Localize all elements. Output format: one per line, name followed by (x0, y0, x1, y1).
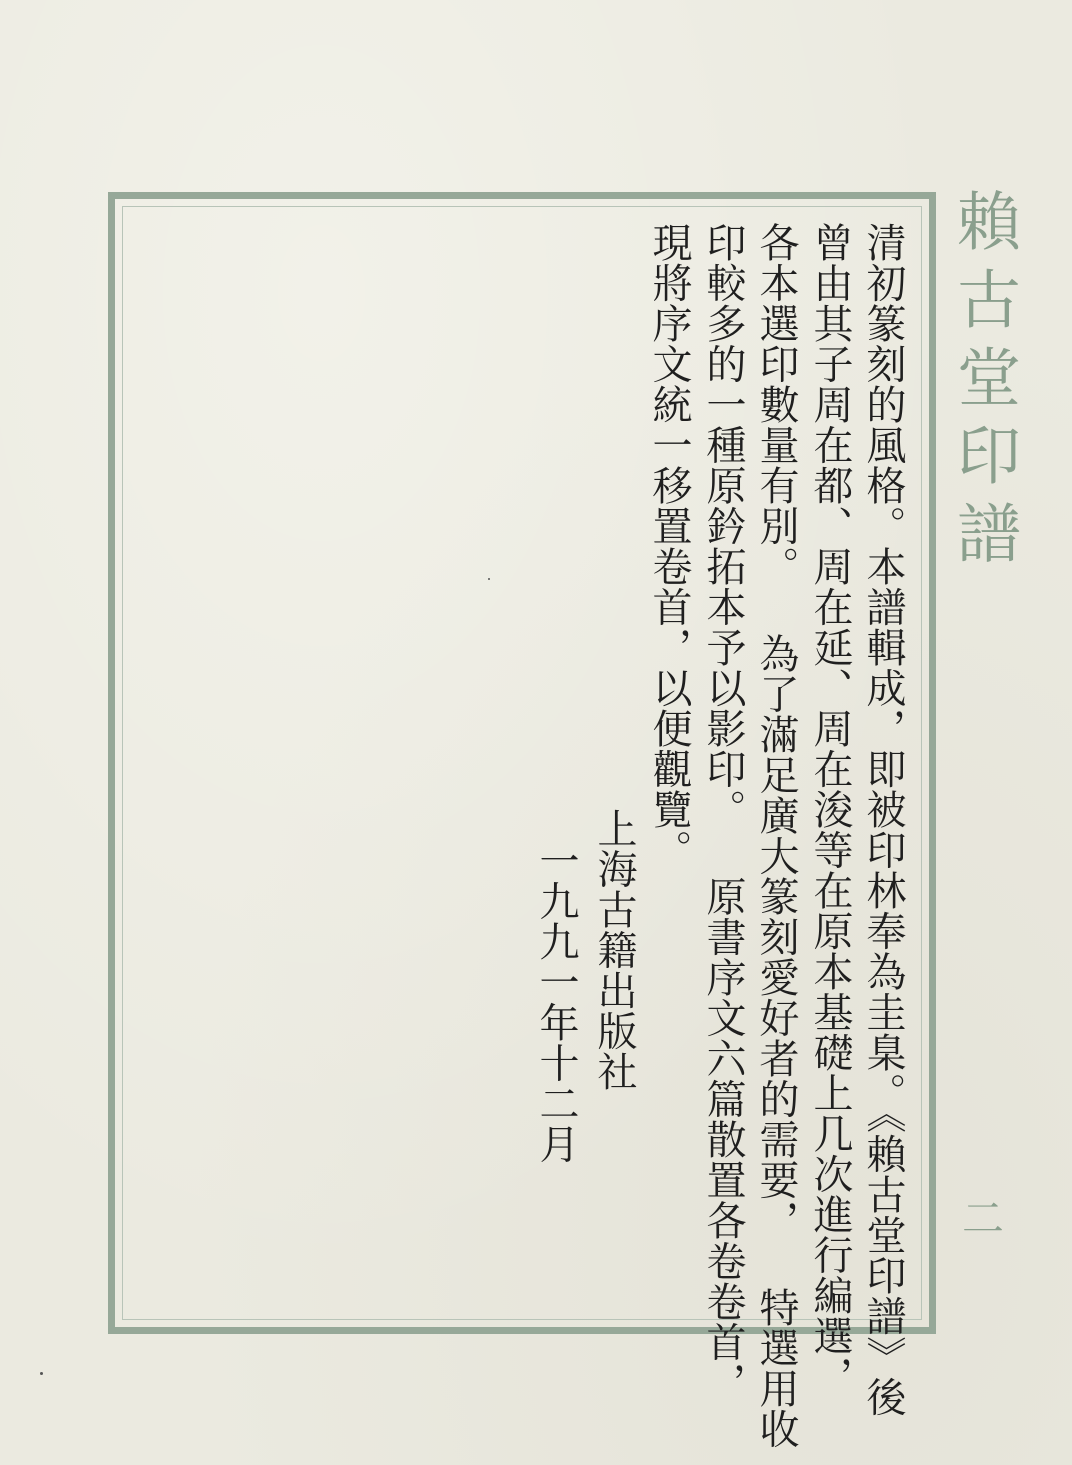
text-column-4: 印較多的一種原鈐拓本予以影印。 原書序文六篇散置各卷卷首， (700, 222, 746, 1403)
text-column-1: 清初篆刻的風格。本譜輯成，即被印林奉為圭臬。《賴古堂印譜》後 (860, 222, 906, 1417)
page-number: 二 (956, 1196, 1005, 1238)
text-column-3: 各本選印數量有別。 為了滿足廣大篆刻愛好者的需要， 特選用收 (753, 222, 799, 1449)
page-border-inner (122, 206, 922, 1320)
text-column-2: 曾由其子周在都、周在延、周在浚等在原本基礎上几次進行編選， (807, 222, 853, 1397)
paper-speck (488, 578, 490, 580)
text-column-5: 現將序文統一移置卷首，以便觀覽。 (646, 222, 692, 870)
publication-date: 一九九一年十二月 (533, 840, 579, 1164)
book-title: 賴古堂印譜 (946, 188, 1020, 578)
paper-speck (40, 1372, 43, 1375)
publisher-name: 上海古籍出版社 (591, 808, 637, 1092)
